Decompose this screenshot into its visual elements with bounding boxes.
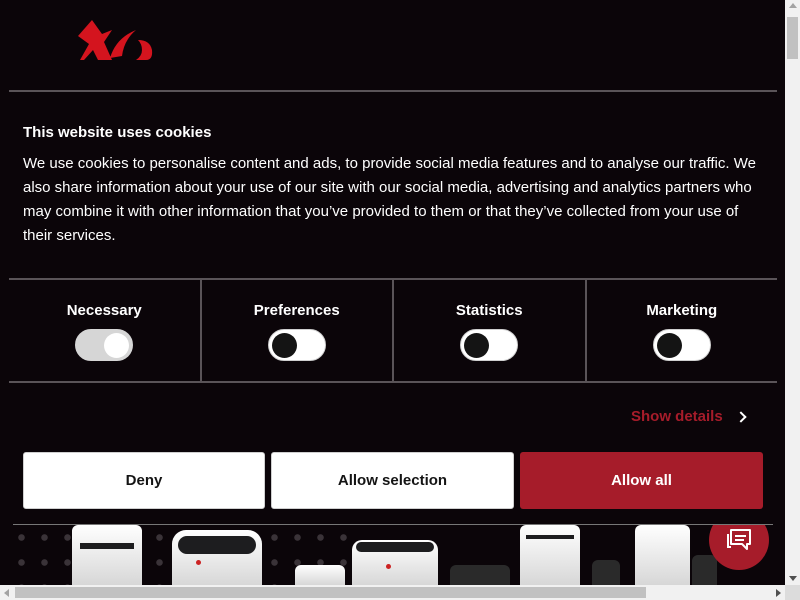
- scroll-down-arrow-icon[interactable]: [789, 576, 797, 581]
- allow-all-button[interactable]: Allow all: [520, 452, 763, 509]
- category-preferences: [202, 280, 395, 381]
- scroll-up-arrow-icon[interactable]: [789, 3, 797, 8]
- machine-image: [592, 560, 620, 585]
- scrollbar-corner: [785, 585, 800, 600]
- preferences-toggle[interactable]: [268, 329, 326, 361]
- toggle-knob: [657, 333, 682, 358]
- brand-logo: [76, 20, 154, 62]
- necessary-toggle[interactable]: [75, 329, 133, 361]
- category-label: Preferences: [253, 302, 340, 319]
- show-details-link[interactable]: [631, 408, 745, 425]
- horizontal-scrollbar[interactable]: [0, 585, 785, 600]
- machine-image: [172, 530, 262, 585]
- machine-image: [635, 525, 690, 585]
- toggle-knob: [272, 333, 297, 358]
- horizontal-scroll-thumb[interactable]: [15, 587, 646, 598]
- chat-icon: [724, 526, 754, 554]
- category-label: Statistics: [455, 302, 523, 319]
- category-necessary: [9, 280, 202, 381]
- category-statistics: [394, 280, 587, 381]
- scroll-left-arrow-icon[interactable]: [4, 589, 9, 597]
- category-marketing: [587, 280, 778, 381]
- consent-categories: [9, 278, 777, 383]
- statistics-toggle[interactable]: [460, 329, 518, 361]
- scroll-right-arrow-icon[interactable]: [776, 589, 781, 597]
- toggle-knob: [464, 333, 489, 358]
- vertical-scroll-thumb[interactable]: [787, 17, 798, 59]
- toggle-knob: [104, 333, 129, 358]
- banner-bottom-border: [13, 524, 773, 525]
- banner-title: This website uses cookies: [23, 124, 212, 141]
- banner-description: We use cookies to personalise content and ads, to provide social media features and to analyse our traffic. We also share information about your use of our site with our social media, advertising and analytics partners who may combine it with other information that you’ve provided to them or that they’ve collected from your use of their services.: [23, 155, 756, 244]
- marketing-toggle[interactable]: [653, 329, 711, 361]
- machine-image: [520, 525, 580, 585]
- divider: [9, 90, 777, 92]
- machine-image: [72, 525, 142, 585]
- chevron-right-icon: [735, 411, 746, 422]
- vertical-scrollbar[interactable]: [785, 0, 800, 585]
- category-label: Marketing: [646, 302, 718, 319]
- hero-product-image: [0, 515, 785, 585]
- machine-image: [295, 565, 345, 585]
- category-label: Necessary: [66, 302, 142, 319]
- machine-image: [692, 555, 717, 585]
- allow-selection-button[interactable]: Allow selection: [271, 452, 514, 509]
- deny-button[interactable]: Deny: [23, 452, 265, 509]
- show-details-label: Show details: [631, 408, 723, 425]
- machine-image: [450, 565, 510, 585]
- machine-image: [352, 540, 438, 585]
